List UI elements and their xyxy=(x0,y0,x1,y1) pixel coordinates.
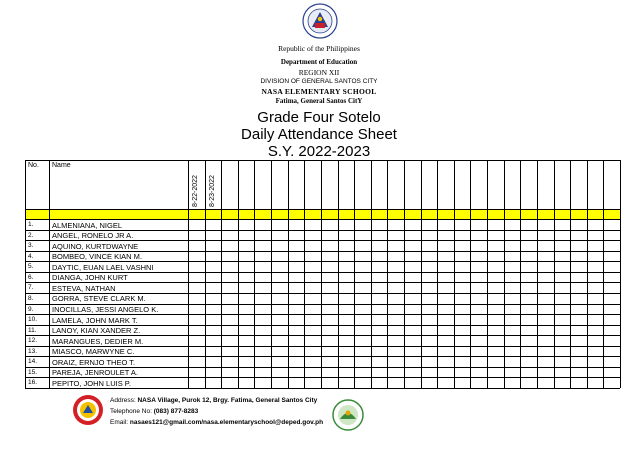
student-name: PEPITO, JOHN LUIS P. xyxy=(52,379,131,388)
grid-vline xyxy=(205,160,206,388)
grid-vline xyxy=(570,160,571,388)
republic-text: Republic of the Philippines xyxy=(278,44,360,53)
row-number: 9. xyxy=(28,306,34,313)
date-column-header: 8-22-2022 xyxy=(192,175,199,207)
row-number: 6. xyxy=(28,274,34,281)
grid-hline xyxy=(25,219,620,220)
student-name: MIASCO, MARWYNE C. xyxy=(52,347,135,356)
row-number: 15. xyxy=(28,369,38,376)
email-label: Email: xyxy=(110,419,129,426)
email-value: nasaes121@gmail.com/nasa.elementaryschool@deped.gov.ph xyxy=(129,419,324,426)
grid-hline xyxy=(25,388,620,389)
grid-vline xyxy=(304,160,305,388)
grid-hline xyxy=(25,272,620,273)
grid-vline xyxy=(49,160,50,388)
attendance-table xyxy=(25,160,620,388)
grid-vline xyxy=(421,160,422,388)
phone-label: Telephone No: xyxy=(110,408,152,415)
row-number: 7. xyxy=(28,284,34,291)
grid-hline xyxy=(25,325,620,326)
grid-vline xyxy=(437,160,438,388)
grid-vline xyxy=(454,160,455,388)
row-number: 5. xyxy=(28,263,34,270)
row-number: 12. xyxy=(28,337,38,344)
division-logo-icon xyxy=(332,399,364,431)
address-label: Address: xyxy=(110,397,136,404)
grid-vline xyxy=(254,160,255,388)
student-name: LANOY, KIAN XANDER Z. xyxy=(52,326,141,335)
student-name: GORRA, STEVE CLARK M. xyxy=(52,294,146,303)
grid-vline xyxy=(25,160,26,388)
grid-vline xyxy=(587,160,588,388)
grid-vline xyxy=(603,160,604,388)
grid-hline xyxy=(25,160,620,161)
grid-hline xyxy=(25,230,620,231)
highlight-row xyxy=(25,209,620,219)
deped-seal-icon xyxy=(302,3,338,39)
grid-hline xyxy=(25,240,620,241)
grid-vline xyxy=(387,160,388,388)
division-text: DIVISION OF GENERAL SANTOS CITY xyxy=(260,78,378,85)
school-location: Fatima, General Santos CitY xyxy=(275,97,363,105)
student-name: DAYTIC, EUAN LAEL VASHNI xyxy=(52,263,154,272)
grid-hline xyxy=(25,335,620,336)
grid-vline xyxy=(338,160,339,388)
school-name: NASA ELEMENTARY SCHOOL xyxy=(261,87,377,96)
address-value: NASA Village, Purok 12, Brgy. Fatima, General Santos City xyxy=(137,397,318,404)
address-line xyxy=(110,397,317,404)
row-number: 4. xyxy=(28,253,34,260)
row-number: 2. xyxy=(28,232,34,239)
region-text: REGION XII xyxy=(298,68,340,77)
row-number: 11. xyxy=(28,327,37,334)
email-line xyxy=(110,419,323,426)
row-number: 8. xyxy=(28,295,34,302)
date-column-header: 8-23-2022 xyxy=(209,175,216,207)
grid-vline xyxy=(354,160,355,388)
grid-vline xyxy=(487,160,488,388)
grid-vline xyxy=(404,160,405,388)
grid-vline xyxy=(221,160,222,388)
column-header-no: No. xyxy=(28,162,39,169)
grid-hline xyxy=(25,304,620,305)
student-name: MARANGUES, DEDIER M. xyxy=(52,337,144,346)
student-name: INOCILLAS, JESSI ANGELO K. xyxy=(52,305,159,314)
page-title: Grade Four Sotelo xyxy=(257,109,381,126)
grid-vline xyxy=(288,160,289,388)
grid-hline xyxy=(25,209,620,210)
grid-vline xyxy=(238,160,239,388)
grid-vline xyxy=(271,160,272,388)
student-name: ORAIZ, ERNJO THEO T. xyxy=(52,358,136,367)
student-name: PAREJA, JENROULET A. xyxy=(52,368,138,377)
grid-hline xyxy=(25,377,620,378)
department-text: Department of Education xyxy=(280,58,358,66)
student-name: AQUINO, KURTDWAYNE xyxy=(52,242,139,251)
grid-vline xyxy=(504,160,505,388)
grid-hline xyxy=(25,367,620,368)
row-number: 1. xyxy=(28,221,34,228)
row-number: 14. xyxy=(28,358,38,365)
row-number: 3. xyxy=(28,242,34,249)
school-logo-icon xyxy=(72,394,104,426)
grid-hline xyxy=(25,346,620,347)
phone-line xyxy=(110,408,198,415)
grid-vline xyxy=(620,160,621,388)
student-name: ANGEL, RONELO JR A. xyxy=(52,231,134,240)
row-number: 13. xyxy=(28,348,38,355)
student-name: LAMELA, JOHN MARK T. xyxy=(52,316,138,325)
page-subtitle: Daily Attendance Sheet xyxy=(241,126,397,143)
grid-vline xyxy=(371,160,372,388)
grid-vline xyxy=(321,160,322,388)
grid-vline xyxy=(537,160,538,388)
grid-hline xyxy=(25,356,620,357)
grid-vline xyxy=(520,160,521,388)
grid-hline xyxy=(25,293,620,294)
grid-vline xyxy=(554,160,555,388)
student-name: DIANGA, JOHN KURT xyxy=(52,273,128,282)
grid-hline xyxy=(25,251,620,252)
row-number: 10. xyxy=(28,316,38,323)
grid-vline xyxy=(188,160,189,388)
grid-hline xyxy=(25,314,620,315)
grid-hline xyxy=(25,261,620,262)
column-header-name: Name xyxy=(52,162,71,169)
school-year: S.Y. 2022-2023 xyxy=(267,143,371,160)
row-number: 16. xyxy=(28,379,38,386)
student-name: ALMENIANA, NIGEL xyxy=(52,221,123,230)
student-name: BOMBEO, VINCE KIAN M. xyxy=(52,252,143,261)
grid-vline xyxy=(470,160,471,388)
phone-value: (083) 877-8283 xyxy=(153,408,199,415)
student-name: ESTEVA, NATHAN xyxy=(52,284,116,293)
grid-hline xyxy=(25,282,620,283)
